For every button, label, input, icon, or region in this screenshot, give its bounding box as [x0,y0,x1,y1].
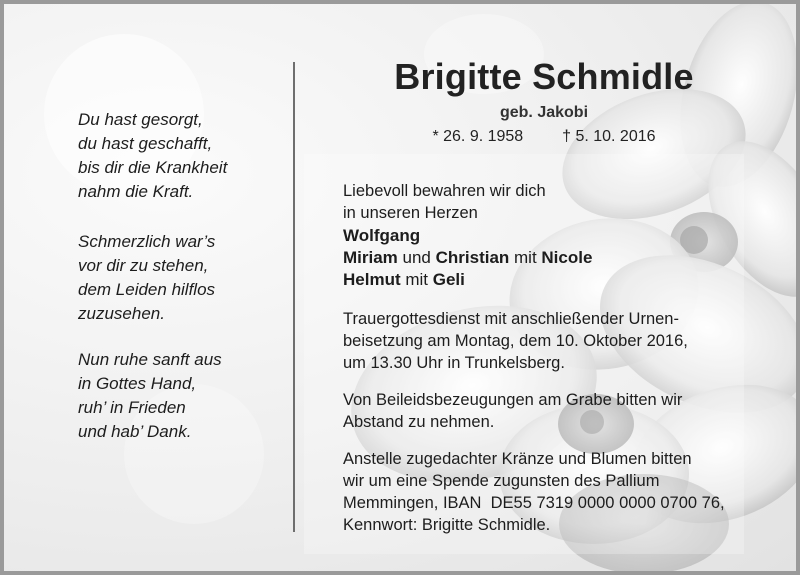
donation-line: Anstelle zugedachter Kränze und Blumen bitten [343,450,692,468]
vertical-divider [293,62,295,532]
connector-text: und [397,248,436,267]
message-line: Liebevoll bewahren wir dich [343,182,546,200]
birth-date: * 26. 9. 1958 [432,128,524,145]
deceased-name: Brigitte Schmidle [394,56,694,97]
service-line: beisetzung am Montag, dem 10. Oktober 2016, [343,332,688,350]
donation-line: Memmingen, IBAN DE55 7319 0000 0000 0700 76, [343,494,725,512]
donation-line: Kennwort: Brigitte Schmidle. [343,516,551,534]
connector-text: mit [509,248,542,267]
farewell-message [343,180,546,224]
poem-line: Schmerzlich war’s [78,232,216,251]
service-line: Trauergottesdienst mit anschließender Urnen- [343,310,679,328]
maiden-name: geb. Jakobi [499,104,589,121]
poem-line: Du hast gesorgt, [78,110,203,129]
funeral-service-info [343,308,688,374]
condolence-note [343,389,682,433]
donation-request [343,448,725,536]
poem-line: in Gottes Hand, [78,374,197,393]
message-line: in unseren Herzen [343,204,478,222]
poem-line: und hab’ Dank. [78,422,192,441]
family-name: Miriam [343,248,398,267]
poem-line: bis dir die Krankheit [78,158,228,177]
poem-line: vor dir zu stehen, [78,256,209,275]
condolence-line: Von Beileidsbezeugungen am Grabe bitten wir [343,391,683,409]
family-name: Nicole [541,248,593,267]
poem-stanza-3 [78,348,222,444]
service-line: um 13.30 Uhr in Trunkelsberg. [343,354,565,372]
poem-line: ruh’ in Frieden [78,398,186,417]
poem-line: zuzusehen. [78,304,165,323]
poem-line: dem Leiden hilflos [78,280,216,299]
poem-line: nahm die Kraft. [78,182,194,201]
condolence-line: Abstand zu nehmen. [343,413,495,431]
donation-line: wir um eine Spende zugunsten des Pallium [343,472,660,490]
family-name: Christian [435,248,510,267]
family-name: Geli [432,270,465,289]
death-date: † 5. 10. 2016 [562,128,656,145]
connector-text: mit [400,270,433,289]
poem-line: du hast geschafft, [78,134,213,153]
life-dates [344,128,744,146]
poem-line: Nun ruhe sanft aus [78,350,222,369]
poem-stanza-1 [78,108,227,204]
family-name: Helmut [343,270,401,289]
family-members [343,225,592,291]
family-name: Wolfgang [343,226,421,245]
poem-stanza-2 [78,230,215,326]
